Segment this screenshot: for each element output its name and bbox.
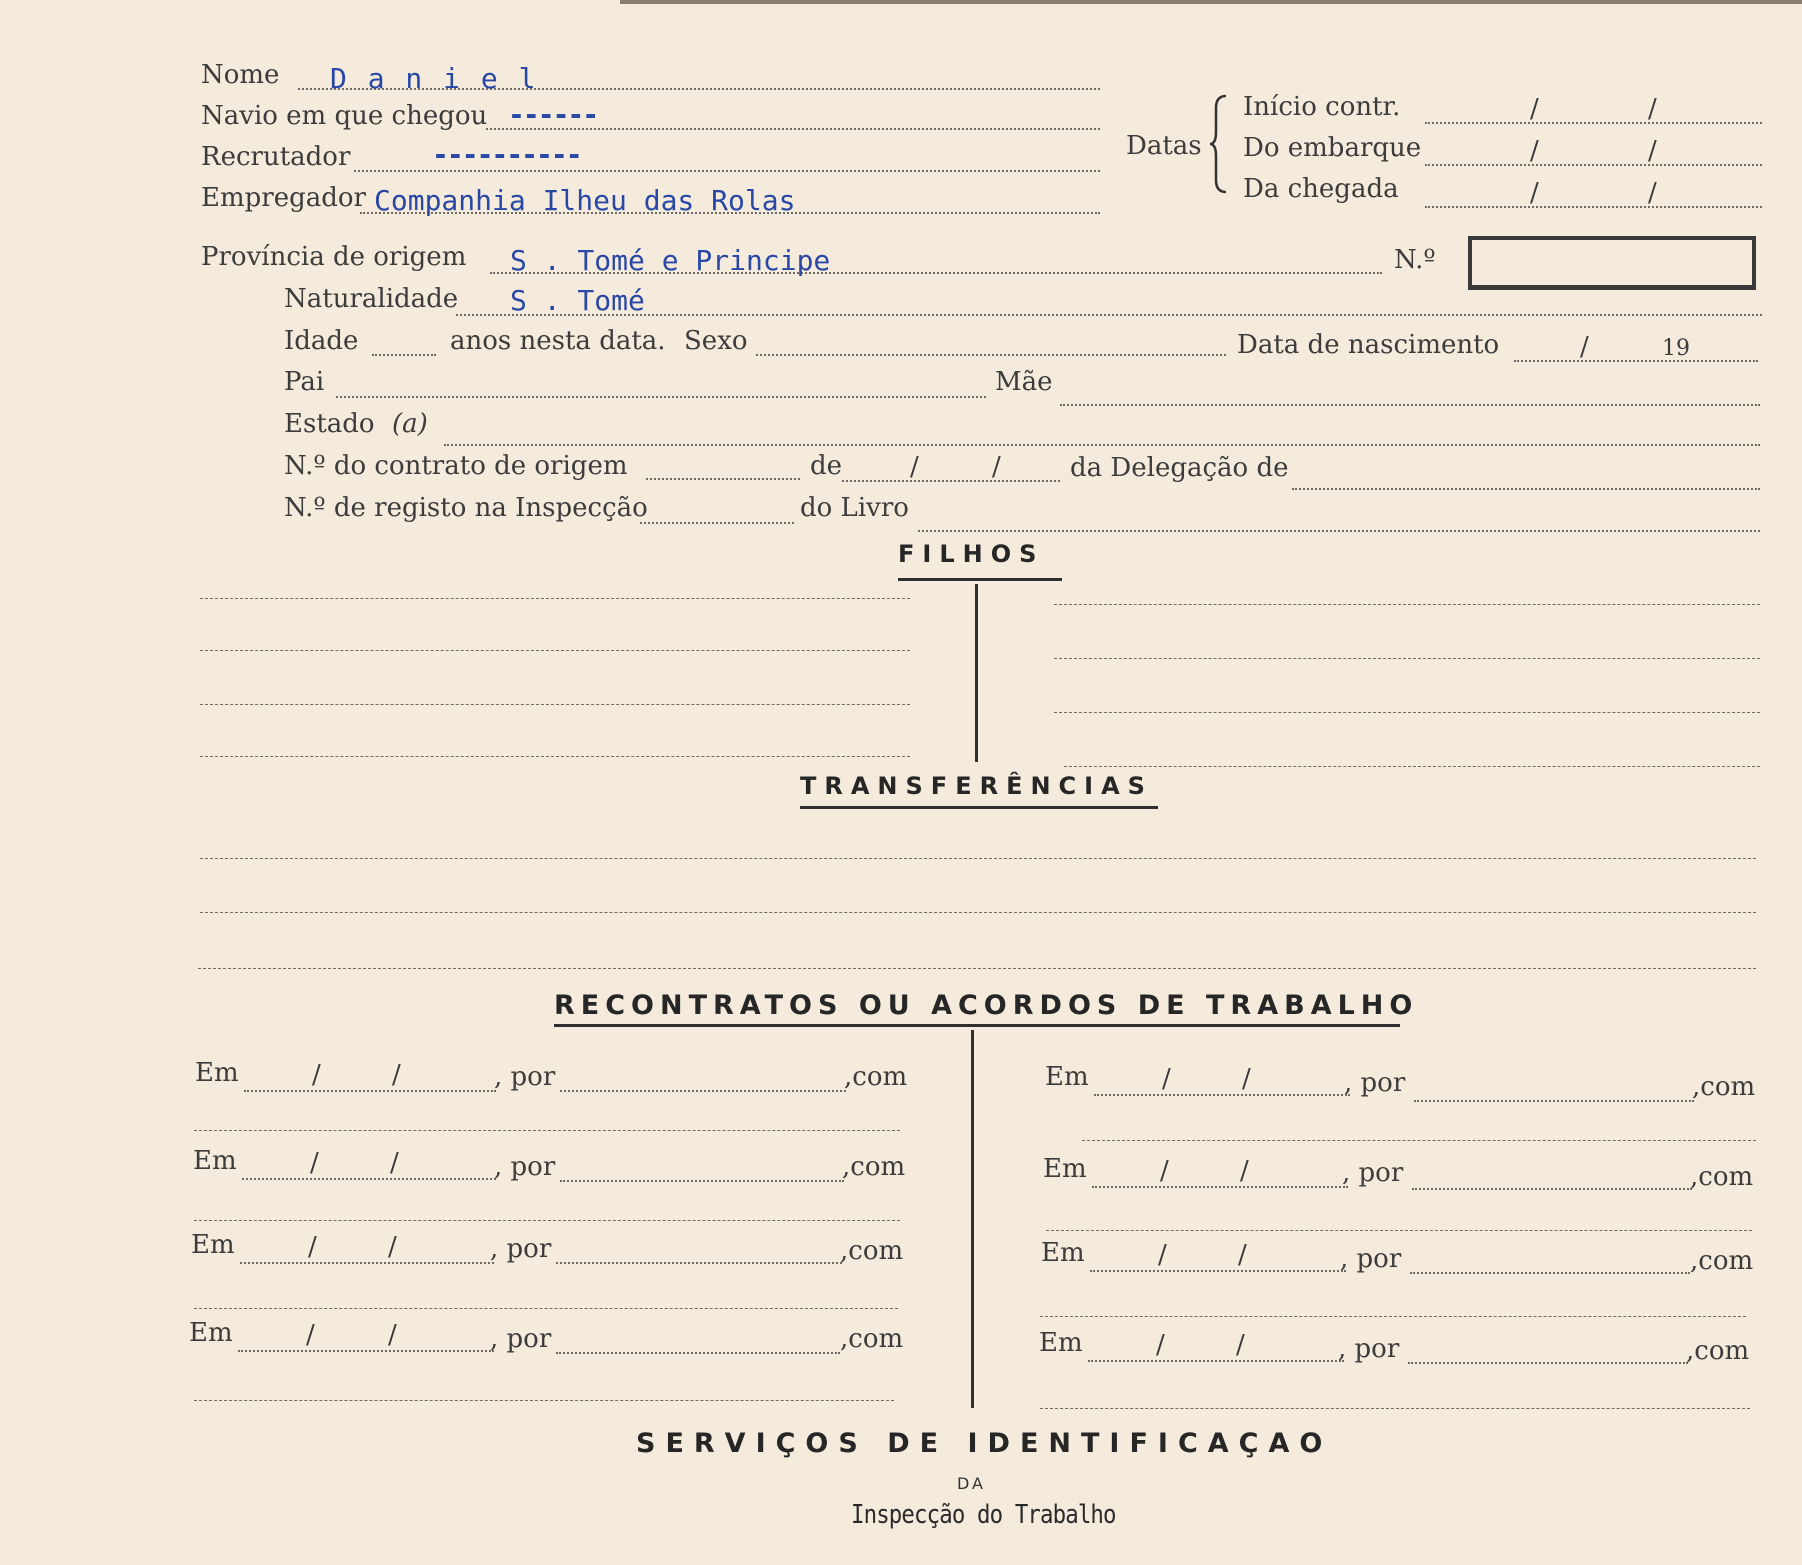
embarque-slash-1: /	[1530, 136, 1539, 166]
right-row-4-por: , por	[1338, 1334, 1400, 1364]
naturalidade-line	[456, 314, 1762, 316]
datas-label: Datas	[1126, 131, 1202, 161]
right-row-3-em: Em	[1041, 1238, 1085, 1268]
recontratos-heading: RECONTRATOS OU ACORDOS DE TRABALHO	[554, 990, 1419, 1021]
left-row-1-slash-1: /	[312, 1060, 321, 1090]
left-row-3-por-line	[556, 1262, 842, 1264]
nome-value: D a n i e l	[330, 62, 538, 95]
left-row-4-com: ,com	[840, 1324, 904, 1354]
right-row-1-em: Em	[1045, 1062, 1089, 1092]
filhos-divider	[975, 584, 978, 762]
right-row-1-por: , por	[1344, 1068, 1406, 1098]
inicio-slash-1: /	[1530, 94, 1539, 124]
right-row-4-em: Em	[1039, 1328, 1083, 1358]
embarque-label: Do embarque	[1243, 133, 1422, 163]
navio-label: Navio em que chegou	[201, 101, 488, 131]
left-row-3-slash-1: /	[308, 1232, 317, 1262]
left-row-1-por: , por	[494, 1062, 556, 1092]
left-row-2-slash-2: /	[390, 1148, 399, 1178]
left-row-2-por: , por	[494, 1152, 556, 1182]
pai-label: Pai	[284, 367, 325, 397]
right-row-3-com: ,com	[1690, 1246, 1754, 1276]
inicio-line	[1425, 122, 1762, 124]
registo-label: N.º de registo na Inspecção	[284, 493, 648, 523]
mae-label: Mãe	[995, 367, 1053, 397]
provincia-value: S . Tomé e Principe	[510, 244, 831, 277]
recrutador-label: Recrutador	[201, 142, 351, 172]
right-row-1-slash-2: /	[1242, 1064, 1251, 1094]
left-row-4-em: Em	[189, 1318, 233, 1348]
idade-label: Idade	[284, 326, 359, 356]
right-row-1-slash-1: /	[1162, 1064, 1171, 1094]
contrato-slash-1: /	[910, 452, 919, 482]
left-row-3-slash-2: /	[388, 1232, 397, 1262]
filhos-left-line-4	[200, 756, 910, 757]
mae-line	[1060, 404, 1760, 406]
contrato-label: N.º do contrato de origem	[284, 451, 628, 481]
left-row-2-date-line	[242, 1178, 496, 1180]
right-row-3-line	[1040, 1316, 1746, 1317]
right-row-4-line	[1040, 1408, 1750, 1409]
right-row-4-slash-2: /	[1236, 1330, 1245, 1360]
left-row-1-line	[194, 1130, 900, 1131]
left-row-4-por-line	[556, 1352, 840, 1354]
navio-value: ------	[508, 98, 598, 131]
right-row-2-por: , por	[1342, 1158, 1404, 1188]
transferencias-heading: TRANSFERÊNCIAS	[800, 772, 1153, 800]
anos-label: anos nesta data.	[450, 326, 666, 356]
provincia-label: Província de origem	[201, 242, 467, 272]
right-row-2-slash-2: /	[1240, 1156, 1249, 1186]
livro-line	[918, 530, 1760, 532]
nascimento-label: Data de nascimento	[1237, 330, 1500, 360]
left-row-4-por: , por	[490, 1324, 552, 1354]
filhos-heading: FILHOS	[898, 540, 1045, 568]
chegada-slash-2: /	[1648, 178, 1657, 208]
left-row-1-com: ,com	[844, 1062, 908, 1092]
chegada-label: Da chegada	[1243, 174, 1399, 204]
recontratos-divider	[971, 1030, 974, 1408]
transferencias-line-2	[200, 912, 1756, 913]
sexo-line	[756, 354, 1226, 356]
empregador-value: Companhia Ilheu das Rolas	[374, 184, 796, 217]
nascimento-line	[1514, 360, 1758, 362]
left-row-2-em: Em	[193, 1146, 237, 1176]
right-row-4-date-line	[1088, 1360, 1344, 1362]
right-row-2-slash-1: /	[1160, 1156, 1169, 1186]
nome-label: Nome	[201, 60, 280, 90]
right-row-2-por-line	[1412, 1188, 1692, 1190]
estado-line	[444, 444, 1760, 446]
chegada-slash-1: /	[1530, 178, 1539, 208]
filhos-right-line-4	[1064, 766, 1760, 767]
paper-top-edge	[620, 0, 1802, 4]
filhos-left-line-3	[200, 704, 910, 705]
numero-label: N.º	[1394, 245, 1436, 275]
right-row-4-com: ,com	[1686, 1336, 1750, 1366]
contrato-de-label: de	[810, 451, 843, 481]
left-row-2-slash-1: /	[310, 1148, 319, 1178]
footer-subtitle: Inspecção do Trabalho	[851, 1500, 1116, 1530]
recontratos-underline	[554, 1024, 1400, 1027]
left-row-3-date-line	[240, 1262, 494, 1264]
right-row-3-slash-1: /	[1158, 1240, 1167, 1270]
naturalidade-value: S . Tomé	[510, 284, 645, 317]
right-row-2-line	[1046, 1230, 1752, 1231]
delegacao-label: da Delegação de	[1070, 453, 1289, 483]
numero-box	[1468, 236, 1756, 290]
right-row-2-date-line	[1092, 1186, 1348, 1188]
nascimento-year: 19	[1662, 336, 1690, 361]
estado-note: (a)	[392, 409, 428, 439]
right-row-3-por: , por	[1340, 1244, 1402, 1274]
left-row-4-slash-1: /	[306, 1320, 315, 1350]
left-row-3-line	[194, 1308, 898, 1309]
registo-line	[640, 522, 794, 524]
filhos-right-line-1	[1054, 604, 1760, 605]
right-row-3-por-line	[1410, 1272, 1690, 1274]
left-row-1-date-line	[244, 1090, 496, 1092]
delegacao-line	[1292, 488, 1760, 490]
livro-label: do Livro	[800, 493, 909, 523]
datas-brace	[1208, 92, 1238, 196]
left-row-1-por-line	[560, 1090, 846, 1092]
footer-da: DA	[957, 1474, 986, 1493]
transferencias-line-3	[198, 968, 1756, 969]
contrato-line	[646, 478, 800, 480]
embarque-line	[1425, 164, 1762, 166]
right-row-4-slash-1: /	[1156, 1330, 1165, 1360]
right-row-3-slash-2: /	[1238, 1240, 1247, 1270]
empregador-label: Empregador	[201, 183, 366, 213]
right-row-4-por-line	[1408, 1362, 1688, 1364]
left-row-3-em: Em	[191, 1230, 235, 1260]
left-row-2-por-line	[560, 1180, 844, 1182]
right-row-2-em: Em	[1043, 1154, 1087, 1184]
left-row-1-slash-2: /	[392, 1060, 401, 1090]
left-row-3-por: , por	[490, 1234, 552, 1264]
right-row-1-por-line	[1414, 1100, 1694, 1102]
naturalidade-label: Naturalidade	[284, 284, 459, 314]
left-row-4-line	[194, 1400, 894, 1401]
filhos-left-line-2	[200, 650, 910, 651]
filhos-left-line-1	[200, 598, 910, 599]
left-row-2-line	[194, 1220, 900, 1221]
contrato-slash-2: /	[992, 452, 1001, 482]
filhos-right-line-2	[1054, 658, 1760, 659]
embarque-slash-2: /	[1648, 136, 1657, 166]
pai-line	[336, 396, 986, 398]
left-row-4-slash-2: /	[388, 1320, 397, 1350]
nascimento-slash: /	[1580, 332, 1589, 362]
contrato-date-line	[842, 480, 1060, 482]
right-row-3-date-line	[1090, 1270, 1346, 1272]
transferencias-underline	[800, 806, 1158, 809]
recrutador-value: ----------	[432, 138, 581, 171]
left-row-2-com: ,com	[842, 1152, 906, 1182]
right-row-1-date-line	[1094, 1094, 1350, 1096]
filhos-right-line-3	[1054, 712, 1760, 713]
footer-title: SERVIÇOS DE IDENTIFICAÇAO	[636, 1428, 1333, 1459]
right-row-1-com: ,com	[1692, 1072, 1756, 1102]
right-row-1-line	[1082, 1140, 1756, 1141]
filhos-underline	[898, 578, 1062, 581]
left-row-3-com: ,com	[840, 1236, 904, 1266]
left-row-4-date-line	[238, 1350, 494, 1352]
chegada-line	[1425, 206, 1762, 208]
left-row-1-em: Em	[195, 1058, 239, 1088]
inicio-slash-2: /	[1648, 94, 1657, 124]
estado-label: Estado	[284, 409, 375, 439]
sexo-label: Sexo	[684, 326, 748, 356]
right-row-2-com: ,com	[1690, 1162, 1754, 1192]
transferencias-line-1	[200, 858, 1756, 859]
inicio-label: Início contr.	[1243, 92, 1401, 122]
idade-line	[372, 354, 436, 356]
